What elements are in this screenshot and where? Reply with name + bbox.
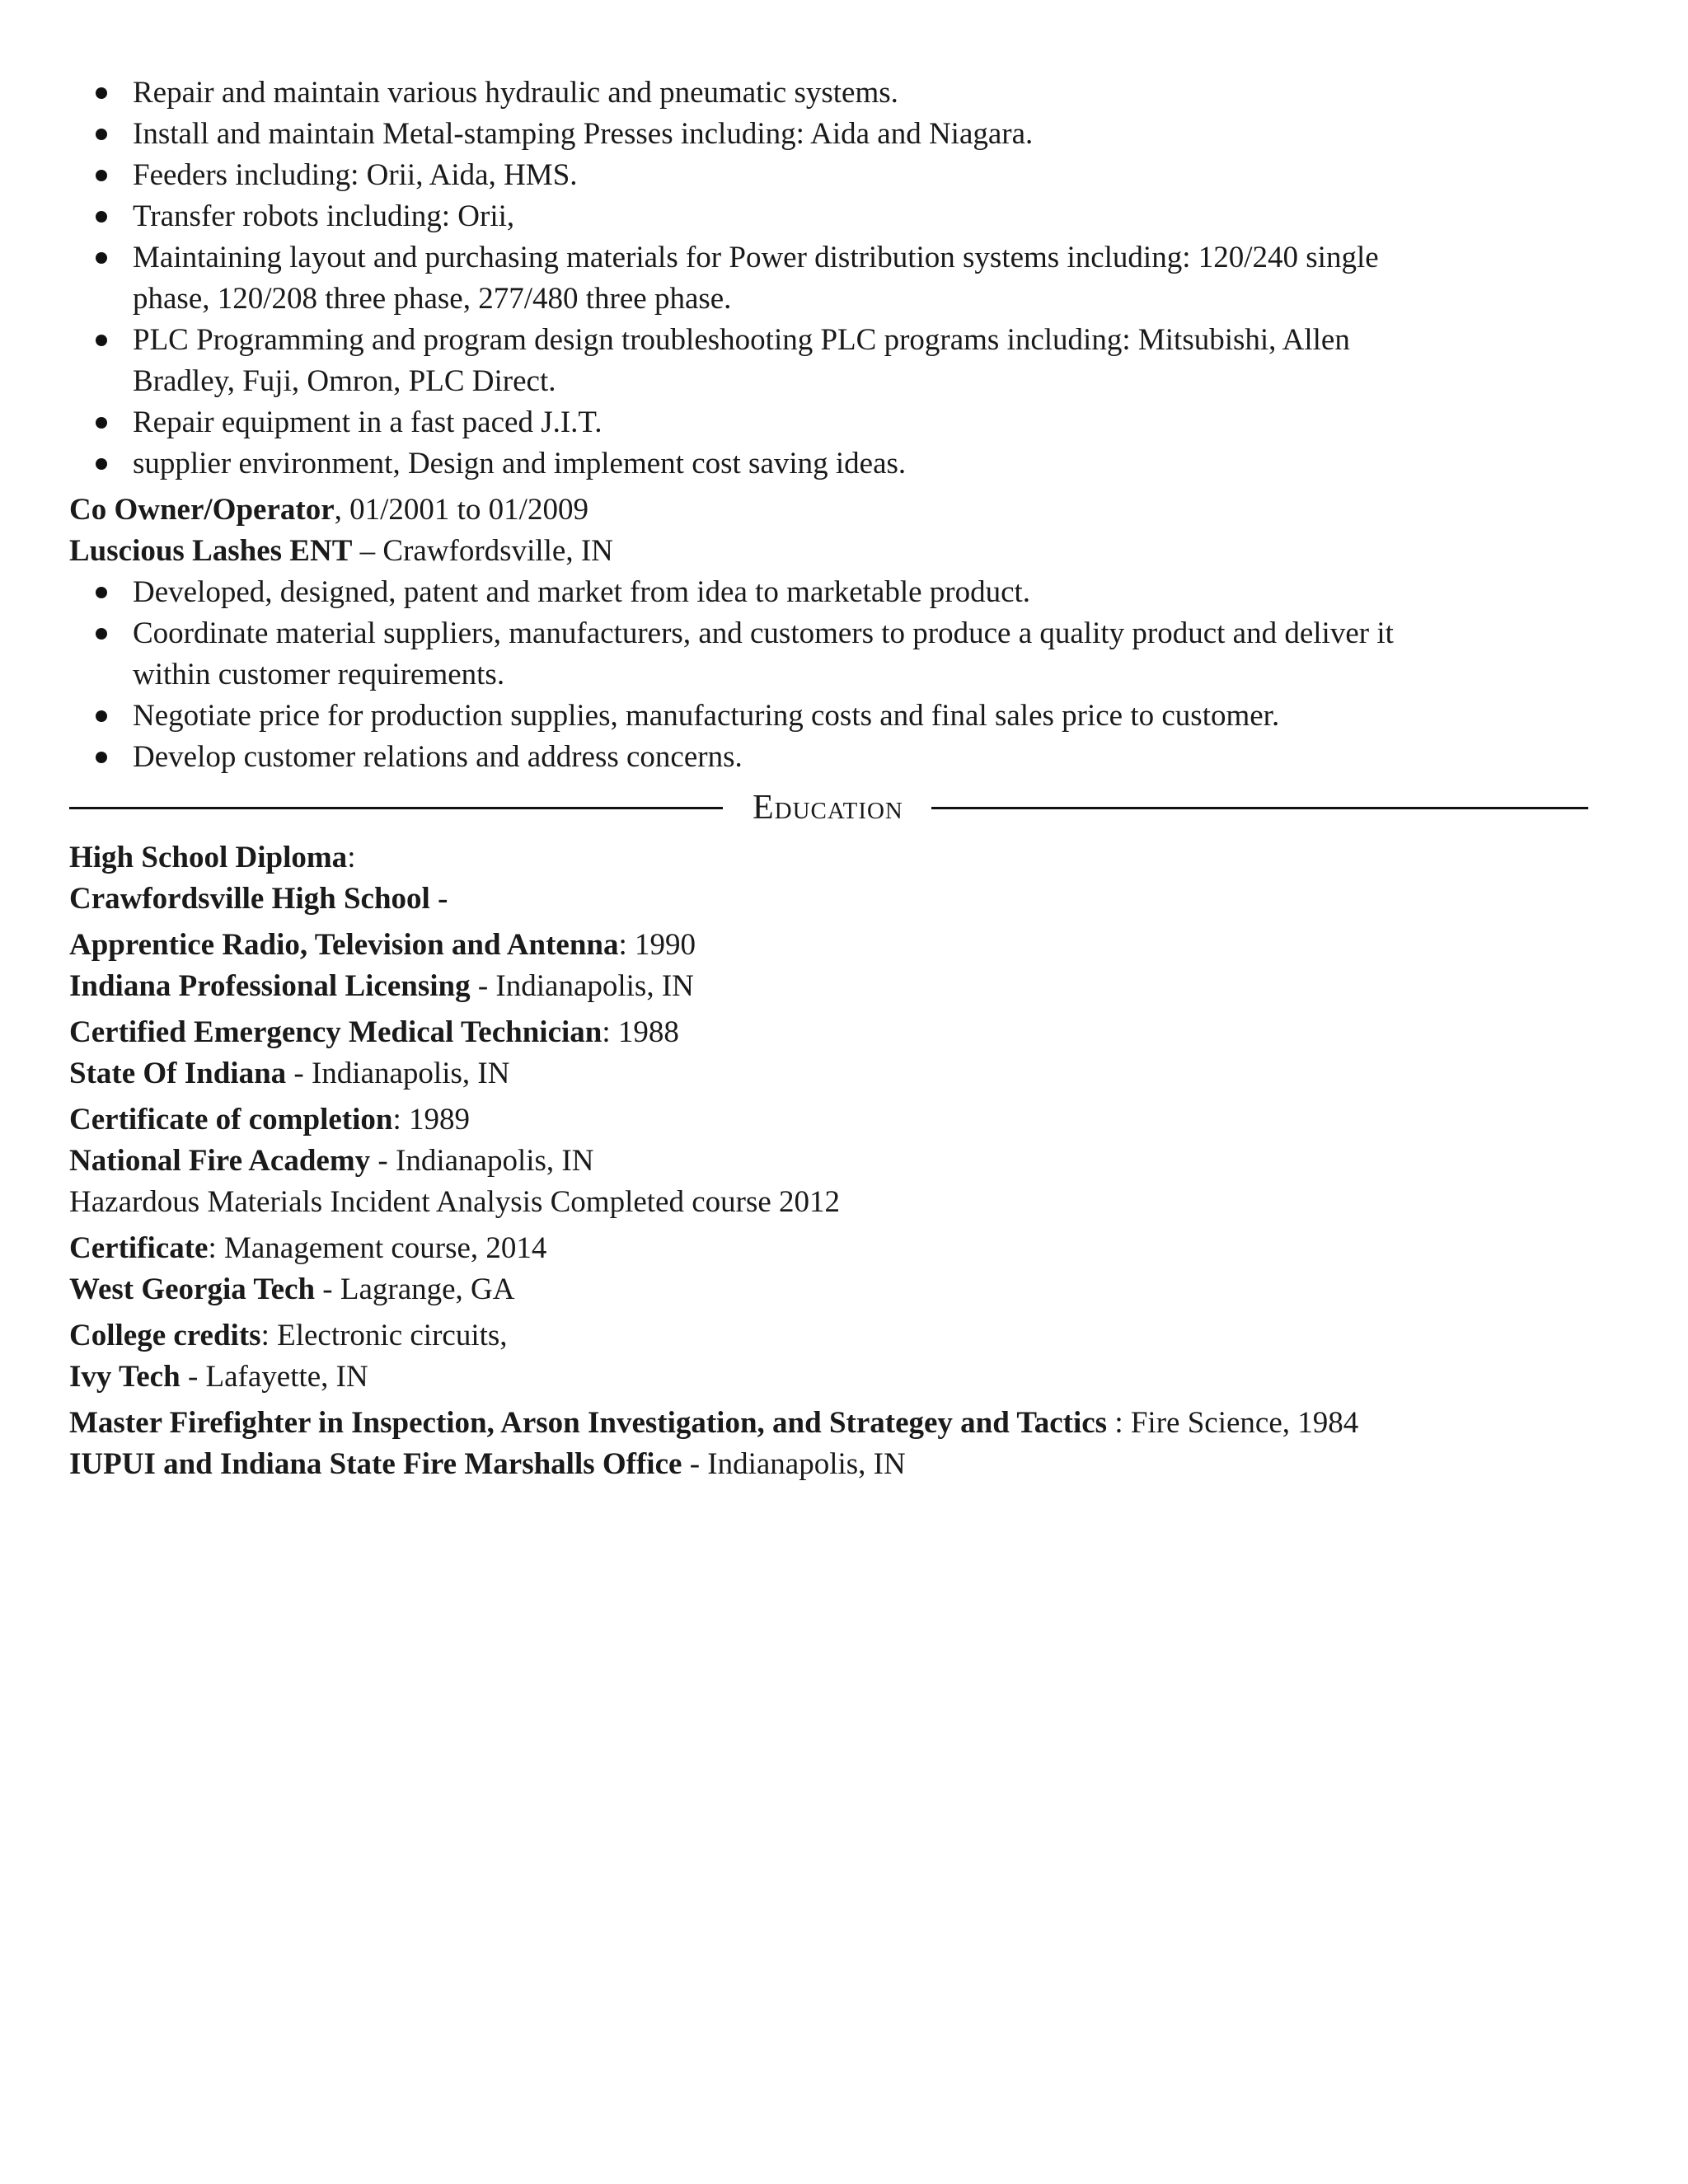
bullet-text: Negotiate price for production supplies, manufacturing costs and final sales price to customer. <box>133 699 1280 733</box>
school-line <box>69 879 1619 920</box>
education-entry <box>69 837 1619 920</box>
bullet-text: Maintaining layout and purchasing materials for Power distribution systems including: 120/240 single phase, 120/208 three phase, 277/480 three phase. <box>133 241 1379 316</box>
school-name: IUPUI and Indiana State Fire Marshalls Office <box>69 1447 682 1481</box>
bullet-icon <box>96 129 107 140</box>
bullet-icon <box>96 752 107 763</box>
degree-detail: : Fire Science, 1984 <box>1107 1406 1359 1440</box>
degree-name: Apprentice Radio, Television and Antenna <box>69 928 619 962</box>
job2-company-line <box>69 531 1619 572</box>
school-line <box>69 1053 1619 1094</box>
degree-detail: : 1988 <box>602 1015 679 1049</box>
list-item <box>69 402 1619 443</box>
degree-name: High School Diploma <box>69 841 348 874</box>
degree-name: College credits <box>69 1319 261 1352</box>
job1-bullet-list <box>69 73 1619 485</box>
school-name: National Fire Academy <box>69 1144 371 1178</box>
education-entry <box>69 925 1619 1007</box>
degree-name: Certificate of completion <box>69 1103 393 1137</box>
degree-line <box>69 1012 1619 1053</box>
list-item <box>69 196 1619 237</box>
bullet-icon <box>96 710 107 722</box>
list-item <box>69 73 1619 114</box>
education-entry <box>69 1099 1619 1223</box>
bullet-icon <box>96 458 107 470</box>
job2-title-line <box>69 490 1619 531</box>
school-name: State Of Indiana <box>69 1057 287 1090</box>
school-name: Indiana Professional Licensing <box>69 969 471 1003</box>
list-item <box>69 613 1619 696</box>
degree-name: Certificate <box>69 1231 209 1265</box>
bullet-text: supplier environment, Design and implement cost saving ideas. <box>133 447 907 480</box>
list-item <box>69 155 1619 196</box>
degree-line <box>69 1228 1619 1269</box>
degree-detail: : 1989 <box>392 1103 470 1137</box>
bullet-text: Coordinate material suppliers, manufacturers, and customers to produce a quality product and deliver it within customer requirements. <box>133 616 1394 691</box>
bullet-text: Transfer robots including: Orii, <box>133 199 515 233</box>
bullet-icon <box>96 628 107 640</box>
school-name: West Georgia Tech <box>69 1272 316 1306</box>
school-location: - Lafayette, IN <box>180 1360 368 1394</box>
divider <box>69 807 723 809</box>
bullet-text: Install and maintain Metal-stamping Presses including: Aida and Niagara. <box>133 117 1034 151</box>
bullet-icon <box>96 252 107 264</box>
school-line <box>69 1444 1619 1485</box>
degree-detail: : <box>347 841 356 874</box>
education-entry <box>69 1315 1619 1398</box>
list-item <box>69 737 1619 778</box>
school-location: - Indianapolis, IN <box>682 1447 906 1481</box>
divider <box>931 807 1588 809</box>
section-title: Education <box>753 789 903 827</box>
education-entry <box>69 1403 1619 1485</box>
resume-page <box>69 73 1619 1485</box>
school-location: - Indianapolis, IN <box>370 1144 594 1178</box>
bullet-icon <box>96 335 107 346</box>
bullet-icon <box>96 170 107 181</box>
job2-bullet-list <box>69 572 1619 778</box>
bullet-icon <box>96 211 107 223</box>
school-line <box>69 1269 1619 1310</box>
bullet-text: Repair and maintain various hydraulic and pneumatic systems. <box>133 76 898 110</box>
school-name: Crawfordsville High School - <box>69 882 448 916</box>
bullet-text: Repair equipment in a fast paced J.I.T. <box>133 405 603 439</box>
degree-line <box>69 1403 1619 1444</box>
school-line <box>69 1141 1619 1182</box>
bullet-text: PLC Programming and program design troubleshooting PLC programs including: Mitsubishi, Allen Bradley, Fuji, Omron, PLC Direct. <box>133 323 1350 398</box>
bullet-icon <box>96 87 107 99</box>
education-section-header <box>69 783 1619 832</box>
school-location: - Indianapolis, IN <box>470 969 694 1003</box>
school-location: - Indianapolis, IN <box>286 1057 510 1090</box>
education-entry <box>69 1228 1619 1310</box>
bullet-text: Develop customer relations and address concerns. <box>133 740 743 774</box>
degree-detail: : 1990 <box>618 928 696 962</box>
company-name: Luscious Lashes ENT <box>69 534 353 568</box>
list-item <box>69 443 1619 485</box>
list-item <box>69 696 1619 737</box>
school-line <box>69 1357 1619 1398</box>
list-item <box>69 237 1619 320</box>
list-item <box>69 572 1619 613</box>
degree-detail: : Electronic circuits, <box>260 1319 508 1352</box>
degree-name: Master Firefighter in Inspection, Arson Investigation, and Strategey and Tactics <box>69 1406 1108 1440</box>
degree-name: Certified Emergency Medical Technician <box>69 1015 603 1049</box>
job-title: Co Owner/Operator <box>69 493 335 527</box>
company-location: – Crawfordsville, IN <box>352 534 613 568</box>
bullet-icon <box>96 587 107 598</box>
degree-line <box>69 837 1619 879</box>
school-location: - Lagrange, GA <box>315 1272 515 1306</box>
school-line <box>69 966 1619 1007</box>
degree-line <box>69 1099 1619 1141</box>
bullet-text: Feeders including: Orii, Aida, HMS. <box>133 158 578 192</box>
degree-detail: : Management course, 2014 <box>208 1231 547 1265</box>
school-name: Ivy Tech <box>69 1360 181 1394</box>
course-note: Hazardous Materials Incident Analysis Completed course 2012 <box>69 1185 841 1219</box>
job-dates: , 01/2001 to 01/2009 <box>334 493 588 527</box>
list-item <box>69 114 1619 155</box>
education-entry <box>69 1012 1619 1094</box>
bullet-icon <box>96 417 107 429</box>
list-item <box>69 320 1619 402</box>
degree-line <box>69 925 1619 966</box>
bullet-text: Developed, designed, patent and market from idea to marketable product. <box>133 575 1031 609</box>
degree-line <box>69 1315 1619 1357</box>
